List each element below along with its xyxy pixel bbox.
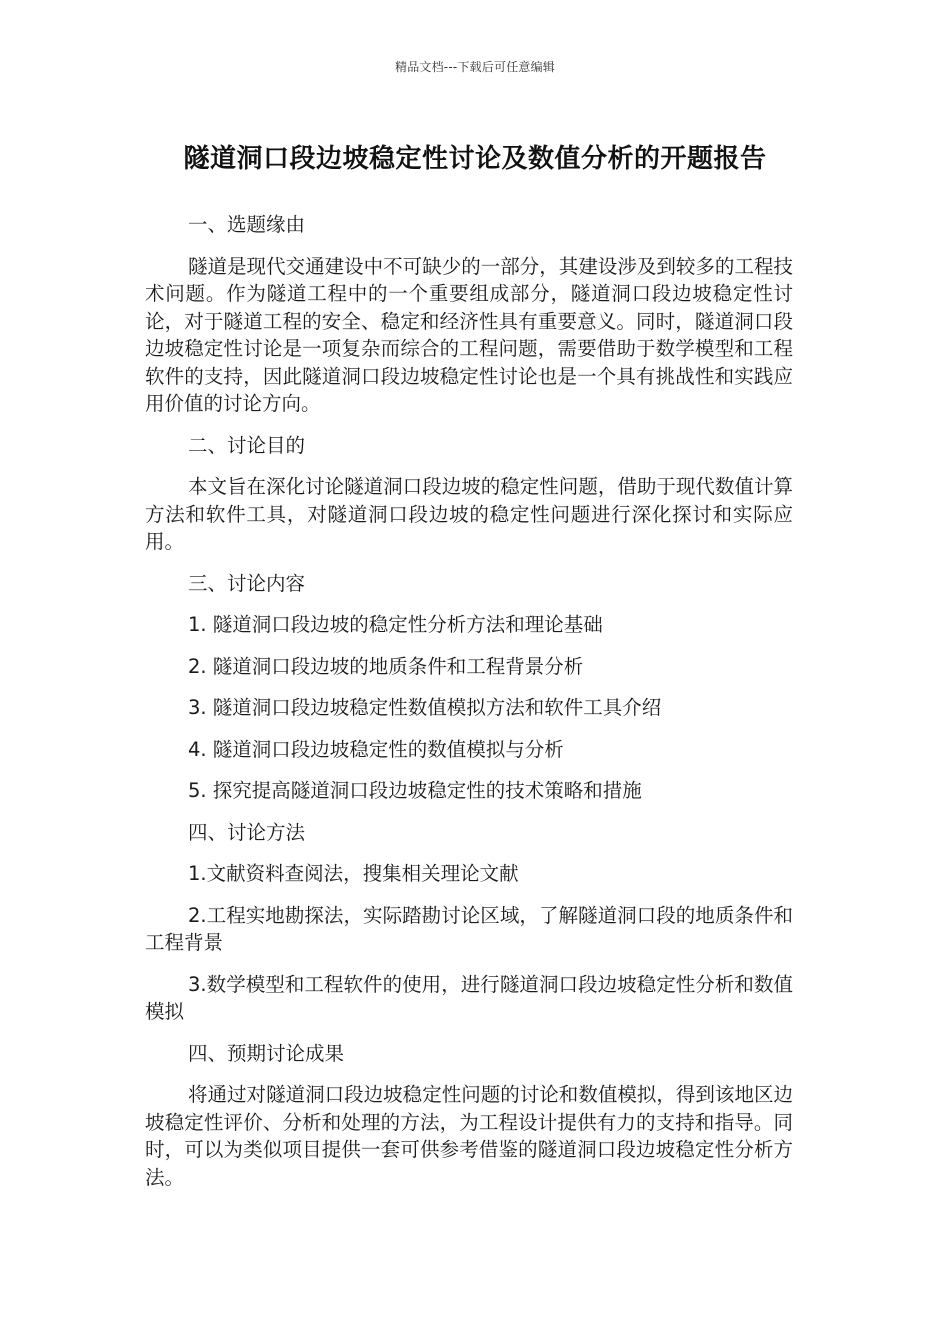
content-list-item: 5. 探究提高隧道洞口段边坡稳定性的技术策略和措施 — [188, 779, 642, 802]
content-list-item: 4. 隧道洞口段边坡稳定性的数值模拟与分析 — [188, 737, 564, 761]
section-heading-content: 三、讨论内容 — [188, 571, 306, 595]
content-list-item: 2. 隧道洞口段边坡的地质条件和工程背景分析 — [188, 654, 584, 678]
methods-list-item: 1.文献资料查阅法，搜集相关理论文献 — [188, 862, 519, 885]
content-list-item: 1. 隧道洞口段边坡的稳定性分析方法和理论基础 — [188, 613, 603, 636]
methods-list-item: 3.数学模型和工程软件的使用，进行隧道洞口段边坡稳定性分析和数值模拟 — [145, 972, 793, 1023]
section-heading-expected-results: 四、预期讨论成果 — [188, 1041, 345, 1065]
document-title: 隧道洞口段边坡稳定性讨论及数值分析的开题报告 — [183, 144, 767, 174]
section-body-purpose: 本文旨在深化讨论隧道洞口段边坡的稳定性问题，借助于现代数值计算方法和软件工具，对隧道洞口段边坡的稳定性问题进行深化探讨和实际应用。 — [145, 475, 793, 553]
section-heading-topic-reason: 一、选题缘由 — [188, 213, 306, 236]
section-body-expected-results: 将通过对隧道洞口段边坡稳定性问题的讨论和数值模拟，得到该地区边坡稳定性评价、分析和处理的方法，为工程设计提供有力的支持和指导。同时，可以为类似项目提供一套可供参考借鉴的隧道洞口段边坡稳定性分析方法。 — [145, 1083, 793, 1189]
content-list-item: 3. 隧道洞口段边坡稳定性数值模拟方法和软件工具介绍 — [188, 696, 662, 719]
header-note: 精品文档---下载后可任意编辑 — [395, 60, 555, 74]
document-body — [145, 211, 793, 1205]
methods-list-item: 2.工程实地勘探法，实际踏勘讨论区域，了解隧道洞口段的地质条件和工程背景 — [145, 903, 793, 954]
section-body-topic-reason: 隧道是现代交通建设中不可缺少的一部分，其建设涉及到较多的工程技术问题。作为隧道工程中的一个重要组成部分，隧道洞口段边坡稳定性讨论，对于隧道工程的安全、稳定和经济性具有重要意义。同时，隧道洞口段边坡稳定性讨论是一项复杂而综合的工程问题，需要借助于数学模型和工程软件的支持，因此隧道洞口段边坡稳定性讨论也是一个具有挑战性和实践应用价值的讨论方向。 — [145, 254, 793, 415]
section-heading-methods: 四、讨论方法 — [188, 820, 306, 844]
section-heading-purpose: 二、讨论目的 — [188, 433, 306, 457]
